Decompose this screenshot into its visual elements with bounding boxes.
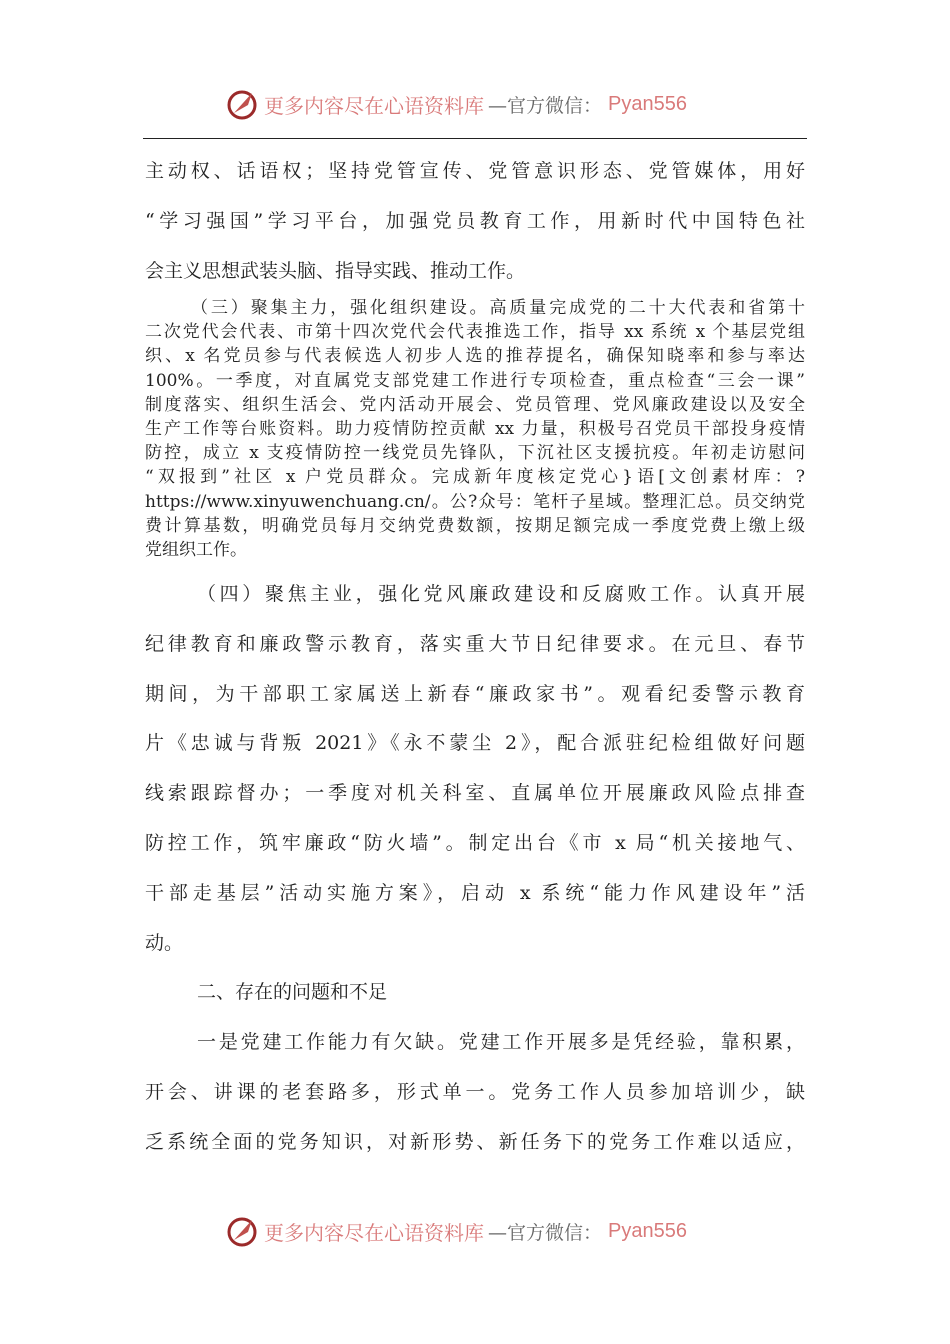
text-line: 会主义思想武装头脑、指导实践、推动工作。 (145, 259, 526, 282)
banner-wechat-id: Pyan556 (608, 92, 687, 115)
text-line: 线索跟踪督办；一季度对机关科室、直属单位开展廉政风险点排查 (145, 782, 805, 805)
text-line: （三）聚集主力，强化组织建设。高质量完成党的二十大代表和省第十 (191, 298, 805, 318)
text-line: “学习强国”学习平台，加强党员教育工作，用新时代中国特色社 (145, 209, 805, 232)
text-line: 费计算基数，明确党员每月交纳党费数额，按期足额完成一季度党费上缴上级 (145, 515, 805, 536)
banner-text: 更多内容尽在心语资料库 (264, 1220, 484, 1245)
text-line: 防控，成立 x 支疫情防控一线党员先锋队，下沉社区支援抗疫。年初走访慰问 (145, 443, 805, 464)
quill-logo-icon (226, 1214, 260, 1248)
quill-logo-icon (226, 87, 260, 121)
text-line: 动。 (145, 931, 184, 954)
text-line: 二次党代会代表、市第十四次党代会代表推选工作，指导 xx 系统 x 个基层党组 (145, 322, 805, 343)
text-line: 期间，为干部职工家属送上新春“廉政家书”。观看纪委警示教育 (145, 682, 805, 705)
text-line: https://www.xinyuwenchuang.cn/。公?众号：笔杆子星域。整理汇总。员交纳党 (145, 491, 805, 512)
header-banner (226, 84, 726, 124)
paragraph-1 (145, 147, 805, 296)
text-line: “双报到”社区 x 户党员群众。完成新年度核定党心}语[文创素材库：? (145, 467, 805, 488)
text-line: 100%。一季度，对直属党支部党建工作进行专项检查，重点检查“三会一课” (145, 370, 805, 391)
text-line: 织、x 名党员参与代表候选人初步人选的推荐提名，确保知晓率和参与率达 (145, 346, 805, 367)
text-line: 乏系统全面的党务知识，对新形势、新任务下的党务工作难以适应， (145, 1130, 805, 1153)
header-rule (143, 138, 807, 139)
banner-label: —官方微信： (488, 1221, 603, 1244)
section-heading: 二、存在的问题和不足 (197, 981, 388, 1004)
text-line: 生产工作等台账资料。助力疫情防控贡献 xx 力量，积极号召党员干部投身疫情 (145, 418, 805, 439)
text-line: 防控工作，筑牢廉政“防火墙”。制定出台《市 x 局“机关接地气、 (145, 831, 805, 854)
text-line: 党组织工作。 (145, 539, 247, 560)
text-line: （四）聚焦主业，强化党风廉政建设和反腐败工作。认真开展 (197, 583, 805, 605)
text-line: 一是党建工作能力有欠缺。党建工作开展多是凭经验，靠积累， (197, 1031, 805, 1054)
text-line: 片《忠诚与背叛 2021》《永不蒙尘 2》，配合派驻纪检组做好问题 (145, 732, 805, 755)
banner-text: 更多内容尽在心语资料库 (264, 93, 484, 118)
text-line: 制度落实、组织生活会、党内活动开展会、党员管理、党风廉政建设以及安全 (145, 394, 805, 415)
paragraph-2 (145, 296, 805, 562)
text-line: 纪律教育和廉政警示教育，落实重大节日纪律要求。在元旦、春节 (145, 632, 805, 655)
text-line: 主动权、话语权；坚持党管宣传、党管意识形态、党管媒体，用好 (145, 160, 805, 182)
banner-label: —官方微信： (488, 94, 603, 117)
footer-banner (226, 1211, 726, 1251)
text-line: 开会、讲课的老套路多，形式单一。党务工作人员参加培训少，缺 (145, 1080, 805, 1103)
paragraph-3 (145, 570, 805, 1168)
banner-wechat-id: Pyan556 (608, 1219, 687, 1242)
text-line: 干部走基层”活动实施方案》，启动 x 系统“能力作风建设年”活 (145, 881, 805, 904)
